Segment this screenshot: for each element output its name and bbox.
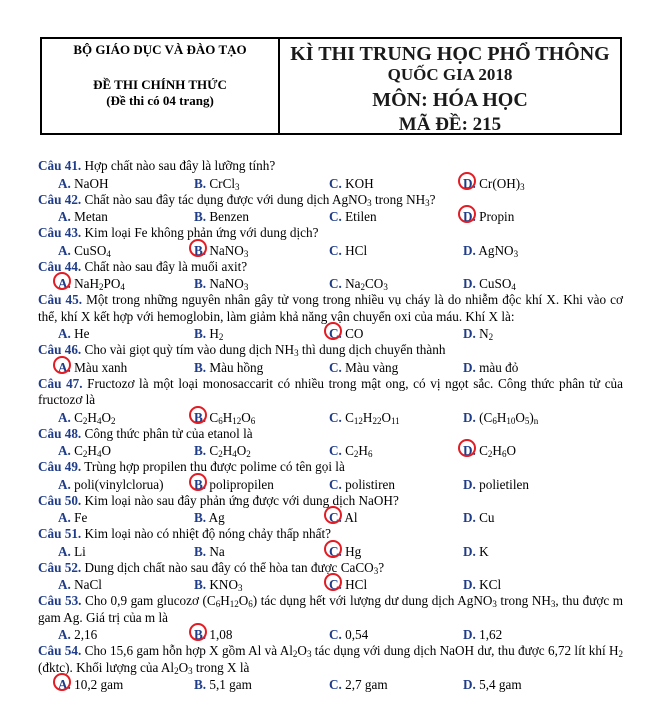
option-text: 1,62: [475, 627, 503, 642]
exam-title: KÌ THI TRUNG HỌC PHỔ THÔNG: [290, 43, 610, 65]
option-b: [194, 325, 223, 342]
option-a: [58, 476, 163, 493]
question-text: [38, 292, 623, 325]
question-item: [38, 192, 623, 226]
answer-circle-mark: [189, 473, 207, 491]
option-text: HCl: [341, 242, 368, 258]
answer-circle-mark: [458, 172, 476, 190]
option-letter: A.: [58, 543, 71, 559]
option-c: [329, 543, 361, 560]
option-text: Màu vàng: [341, 359, 399, 375]
option-b: [194, 208, 249, 225]
answer-circle-mark: [324, 573, 342, 591]
option-c: [329, 242, 367, 259]
question-text: [38, 459, 623, 476]
option-letter: C.: [329, 175, 342, 191]
question-body: Công thức phân tử của etanol là: [81, 425, 253, 441]
option-text: CO: [341, 326, 364, 341]
question-text: [38, 158, 623, 175]
question-number: Câu 52.: [38, 559, 82, 575]
option-text: 5,1 gam: [206, 677, 252, 692]
option-a: [58, 175, 109, 192]
option-text: Hg: [341, 543, 362, 559]
question-text: [38, 376, 623, 409]
option-text: Benzen: [206, 209, 249, 224]
option-c: [329, 359, 398, 376]
option-row: [38, 359, 623, 376]
option-a: [58, 442, 111, 459]
option-text: Propin: [475, 209, 515, 224]
question-body: Fructozơ là một loại monosaccarit có nhiều trong mật ong, có vị ngọt sắc. Công thức phân tử của fructozơ là: [38, 375, 624, 407]
option-text: NaNO$_3$: [206, 276, 249, 292]
option-a: [58, 409, 115, 426]
option-letter: D.: [463, 409, 476, 425]
option-text: Li: [70, 543, 86, 559]
option-text: AgNO$_3$: [475, 242, 519, 259]
question-number: Câu 43.: [38, 225, 82, 240]
question-number: Câu 47.: [38, 375, 83, 391]
option-b: [194, 242, 248, 259]
option-letter: D.: [463, 627, 476, 642]
option-c: [329, 442, 372, 459]
option-text: $C_6H_{12}O_6$: [206, 409, 256, 426]
option-letter: D.: [463, 510, 476, 525]
option-letter: C.: [329, 544, 342, 559]
option-b: [194, 442, 251, 459]
option-c: [329, 208, 377, 225]
option-c: [329, 576, 367, 593]
option-letter: C.: [329, 209, 342, 224]
question-body: Hợp chất nào sau đây là lưỡng tính?: [81, 158, 276, 173]
option-letter: A.: [58, 577, 71, 592]
option-c: [329, 509, 358, 526]
option-text: $C_{12}H_{22}O_{11}$: [341, 409, 400, 426]
answer-circle-mark: [324, 540, 342, 558]
question-number: Câu 45.: [38, 292, 83, 307]
option-letter: A.: [58, 476, 71, 492]
question-item: [38, 459, 623, 493]
option-d: [463, 676, 522, 693]
option-letter: C.: [329, 476, 342, 492]
header-right-cell: [280, 39, 620, 133]
option-letter: D.: [463, 326, 476, 341]
option-text: CrCl$_3$: [206, 175, 240, 192]
option-d: [463, 242, 518, 259]
option-text: polietilen: [475, 476, 529, 492]
question-item: [38, 526, 623, 560]
option-d: [463, 576, 501, 593]
option-text: màu đỏ: [475, 359, 519, 375]
option-letter: C.: [329, 409, 342, 425]
option-a: [58, 543, 86, 560]
option-c: [329, 676, 388, 693]
answer-circle-mark: [458, 205, 476, 223]
option-c: [329, 325, 363, 342]
option-text: CuSO$_4$: [475, 276, 516, 292]
subject-title: MÔN: HÓA HỌC: [372, 89, 528, 111]
option-text: Fe: [70, 510, 88, 525]
option-letter: D.: [463, 543, 476, 559]
official-label: ĐỀ THI CHÍNH THỨC: [93, 77, 227, 92]
option-d: [463, 175, 525, 192]
option-text: KCl: [475, 577, 502, 592]
option-letter: B.: [194, 443, 207, 458]
option-letter: A.: [58, 677, 71, 692]
question-item: [38, 426, 623, 460]
question-item: [38, 560, 623, 594]
option-row: [38, 275, 623, 292]
option-text: $C_2H_4O_2$: [206, 443, 251, 459]
option-letter: A.: [58, 326, 71, 341]
option-text: Al: [341, 510, 358, 525]
option-text: 2,16: [70, 627, 98, 642]
option-c: [329, 476, 395, 493]
option-letter: A.: [58, 209, 71, 224]
option-text: 5,4 gam: [475, 677, 522, 692]
question-body: Một trong những nguyên nhân gây tử vong trong nhiều vụ cháy là do nhiễm độc khí X. Khi vào cơ thể, khí X kết hợp với hemoglobin, làm giảm khả năng vận chuyển oxi của máu. Khí X là:: [38, 292, 624, 324]
option-a: [58, 576, 102, 593]
option-letter: B.: [194, 677, 207, 692]
answer-circle-mark: [53, 673, 71, 691]
answer-circle-mark: [189, 623, 207, 641]
option-letter: A.: [58, 510, 71, 525]
option-letter: A.: [58, 409, 71, 425]
question-body: Cho 0,9 gam glucozơ $(C_6H_{12}O_6)$ tác dụng hết với lượng dư dung dịch AgNO$_3$ trong $NH_3$, thu được m gam Ag. Giá trị của m là: [38, 593, 623, 625]
option-row: [38, 476, 623, 493]
option-row: [38, 208, 623, 225]
option-c: [329, 409, 400, 426]
option-text: 10,2 gam: [70, 677, 124, 692]
question-text: [38, 426, 623, 443]
option-a: [58, 359, 127, 376]
option-text: 1,08: [206, 627, 233, 642]
option-letter: B.: [194, 276, 207, 291]
option-row: [38, 576, 623, 593]
question-item: [38, 643, 623, 693]
question-body: Chất nào sau đây là muối axit?: [81, 258, 248, 274]
question-item: [38, 292, 623, 342]
option-c: [329, 175, 374, 192]
answer-circle-mark: [324, 506, 342, 524]
option-text: $C_2H_6O$: [475, 443, 516, 459]
question-number: Câu 41.: [38, 158, 82, 173]
option-b: [194, 175, 240, 192]
question-item: [38, 493, 623, 527]
option-letter: C.: [329, 242, 342, 258]
question-text: [38, 192, 623, 209]
option-text: KOH: [341, 175, 374, 191]
option-d: [463, 476, 529, 493]
option-text: poli(vinylclorua): [70, 476, 164, 492]
option-letter: C.: [329, 276, 342, 291]
option-d: [463, 409, 538, 426]
option-text: $C_2H_6$: [341, 443, 373, 459]
option-text: Etilen: [341, 209, 377, 224]
option-text: NaCl: [70, 577, 102, 592]
option-text: $KNO_3$: [206, 577, 243, 593]
option-letter: C.: [329, 443, 342, 458]
question-item: [38, 225, 623, 259]
option-row: [38, 626, 623, 643]
option-row: [38, 325, 623, 342]
option-b: [194, 543, 225, 560]
question-text: [38, 225, 623, 242]
question-number: Câu 50.: [38, 492, 82, 508]
option-text: $Na_2CO_3$: [341, 276, 388, 292]
option-c: [329, 626, 368, 643]
option-text: polistiren: [341, 476, 395, 492]
question-item: [38, 342, 623, 376]
option-letter: A.: [58, 175, 71, 191]
option-text: He: [70, 326, 90, 341]
question-body: Trùng hợp propilen thu được polime có tên gọi là: [81, 459, 345, 474]
option-row: [38, 442, 623, 459]
option-text: Na: [206, 543, 225, 559]
option-letter: B.: [194, 359, 207, 375]
option-letter: B.: [194, 326, 207, 341]
option-text: HCl: [341, 577, 368, 592]
option-text: $C_2H_4O_2$: [70, 409, 116, 426]
option-a: [58, 208, 108, 225]
option-a: [58, 626, 97, 643]
question-number: Câu 46.: [38, 342, 82, 357]
question-number: Câu 44.: [38, 258, 82, 274]
option-d: [463, 543, 489, 560]
page-count: (Đề thi có 04 trang): [106, 93, 214, 108]
option-text: $(C_6H_{10}O_5)_n$: [475, 409, 539, 426]
option-letter: A.: [58, 443, 71, 458]
option-text: CuSO$_4$: [70, 242, 111, 259]
option-row: [38, 676, 623, 693]
question-number: Câu 54.: [38, 643, 82, 658]
question-text: [38, 259, 623, 276]
question-item: [38, 158, 623, 192]
option-b: [194, 275, 248, 292]
option-row: [38, 175, 623, 192]
answer-circle-mark: [53, 272, 71, 290]
option-row: [38, 409, 623, 426]
option-letter: B.: [194, 410, 206, 425]
question-item: [38, 259, 623, 293]
option-letter: C.: [329, 510, 342, 525]
option-letter: D.: [463, 677, 476, 692]
option-text: NaOH: [70, 175, 109, 191]
option-letter: D.: [463, 242, 476, 258]
option-letter: C.: [329, 677, 342, 692]
option-row: [38, 242, 623, 259]
question-text: [38, 342, 623, 359]
option-b: [194, 509, 225, 526]
option-b: [194, 476, 274, 493]
question-number: Câu 51.: [38, 526, 82, 541]
option-c: [329, 275, 388, 292]
option-letter: C.: [329, 359, 342, 375]
option-a: [58, 325, 90, 342]
option-text: NaNO$_3$: [206, 242, 249, 259]
answer-circle-mark: [189, 406, 207, 424]
option-letter: D.: [463, 443, 476, 458]
option-letter: D.: [463, 209, 476, 224]
question-body: Chất nào sau đây tác dụng được với dung dịch AgNO$_3$ trong $NH_3$?: [81, 191, 436, 208]
question-number: Câu 42.: [38, 191, 82, 207]
answer-circle-mark: [189, 239, 207, 257]
option-a: [58, 509, 87, 526]
option-d: [463, 359, 518, 376]
option-letter: B.: [194, 243, 206, 258]
option-letter: C.: [329, 326, 342, 341]
option-d: [463, 442, 516, 459]
option-text: 0,54: [341, 627, 369, 642]
option-d: [463, 275, 516, 292]
option-letter: C.: [329, 627, 342, 642]
question-item: [38, 593, 623, 643]
option-text: K: [475, 543, 489, 559]
option-d: [463, 325, 493, 342]
option-d: [463, 509, 495, 526]
option-letter: B.: [194, 175, 207, 191]
option-letter: D.: [463, 476, 476, 492]
exam-header: [40, 37, 622, 135]
option-text: polipropilen: [206, 476, 274, 492]
option-letter: B.: [194, 510, 207, 525]
option-a: [58, 275, 125, 292]
option-letter: D.: [463, 176, 476, 191]
question-body: Cho vài giọt quỳ tím vào dung dịch $NH_3$ thì dung dịch chuyển thành: [81, 342, 446, 358]
answer-circle-mark: [53, 356, 71, 374]
option-letter: A.: [58, 627, 71, 642]
option-a: [58, 242, 111, 259]
option-a: [58, 676, 123, 693]
option-d: [463, 626, 502, 643]
option-d: [463, 208, 514, 225]
question-number: Câu 49.: [38, 459, 82, 474]
option-letter: C.: [329, 577, 342, 592]
question-text: [38, 643, 623, 676]
question-body: Dung dịch chất nào sau đây có thể hòa tan được CaCO$_3$?: [81, 559, 385, 576]
option-letter: D.: [463, 577, 476, 592]
option-text: $Cr(OH)_3$: [475, 175, 525, 192]
header-left-cell: [42, 39, 280, 133]
option-b: [194, 409, 255, 426]
exam-code: MÃ ĐỀ: 215: [398, 114, 502, 135]
option-letter: B.: [194, 477, 206, 492]
option-text: $C_2H_4O$: [70, 443, 111, 459]
option-letter: D.: [463, 359, 476, 375]
option-letter: A.: [58, 360, 71, 375]
option-text: 2,7 gam: [341, 677, 388, 692]
question-number: Câu 53.: [38, 593, 82, 608]
option-text: $N_2$: [475, 326, 494, 342]
option-letter: D.: [463, 276, 476, 291]
option-b: [194, 626, 232, 643]
option-b: [194, 359, 263, 376]
question-body: Kim loại nào sau đây phản ứng được với dung dịch NaOH?: [81, 492, 399, 508]
option-letter: B.: [194, 577, 207, 592]
option-text: Metan: [70, 209, 108, 224]
option-letter: B.: [194, 209, 207, 224]
option-letter: A.: [58, 276, 71, 291]
option-text: $NaH_2PO_4$: [70, 276, 125, 292]
option-letter: A.: [58, 242, 71, 258]
option-letter: B.: [194, 627, 206, 642]
option-text: Ag: [206, 510, 225, 525]
question-body: Cho 15,6 gam hỗn hợp X gồm Al và $Al_2O_3$ tác dụng với dung dịch NaOH dư, thu được 6,72 lít khí $H_2$ (đktc). Khối lượng của $Al_2O_3$ trong X là: [38, 643, 623, 676]
option-text: $H_2$: [206, 326, 224, 342]
question-body: Kim loại nào có nhiệt độ nóng chảy thấp nhất?: [81, 526, 331, 541]
answer-circle-mark: [458, 439, 476, 457]
exam-year: QUỐC GIA 2018: [387, 65, 513, 84]
option-letter: B.: [194, 543, 207, 559]
option-b: [194, 676, 252, 693]
question-body: Kim loại Fe không phản ứng với dung dịch?: [81, 225, 319, 240]
option-text: Màu hồng: [206, 359, 264, 375]
option-b: [194, 576, 242, 593]
question-number: Câu 48.: [38, 425, 82, 441]
answer-circle-mark: [324, 322, 342, 340]
question-item: [38, 376, 623, 426]
question-list: [38, 158, 623, 693]
ministry-name: BỘ GIÁO DỤC VÀ ĐÀO TẠO: [73, 42, 247, 57]
option-text: Màu xanh: [70, 359, 128, 375]
option-row: [38, 509, 623, 526]
option-text: Cu: [475, 510, 495, 525]
option-row: [38, 543, 623, 560]
question-text: [38, 593, 623, 626]
